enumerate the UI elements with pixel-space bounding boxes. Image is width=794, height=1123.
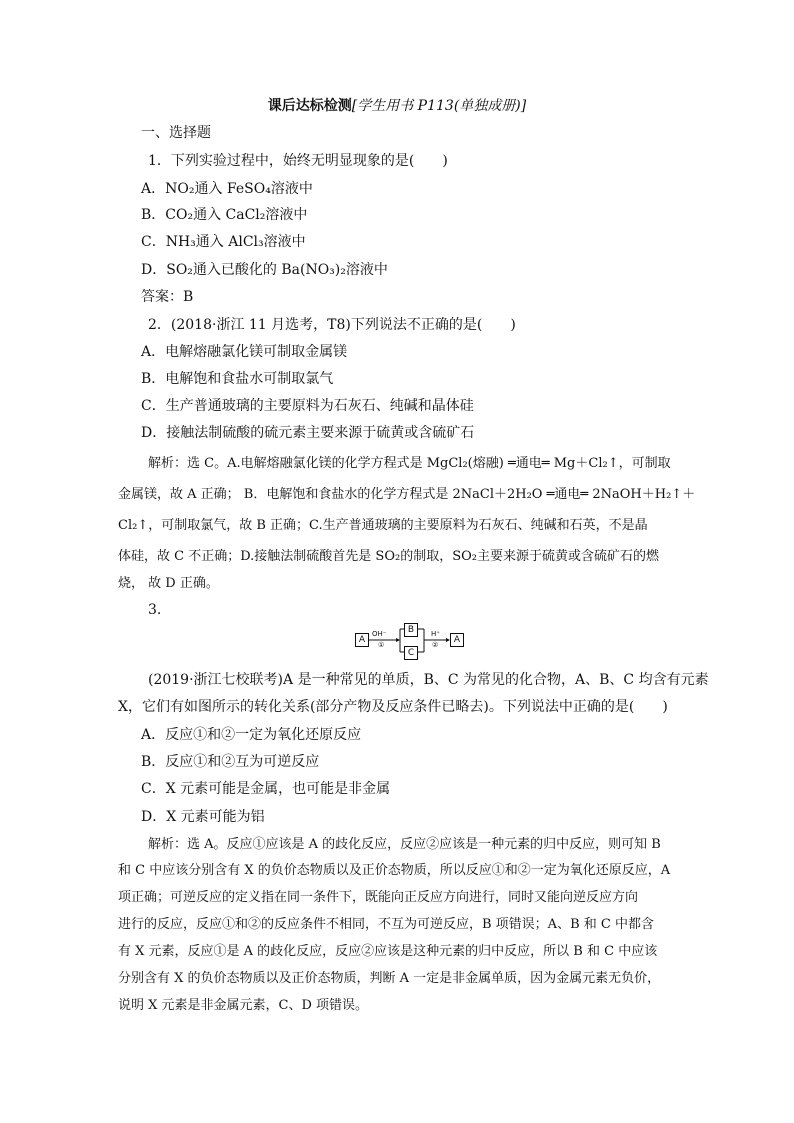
q2-option-b: B．电解饱和食盐水可制取氯气 xyxy=(141,371,334,387)
section-heading: 一、选择题 xyxy=(141,125,211,141)
diagram-label-oh: OH⁻ xyxy=(372,630,387,638)
q3-explanation-line3: 项正确；可逆反应的定义指在同一条件下，既能向正反应方向进行，同时又能向逆反应方向 xyxy=(118,890,639,905)
q2-explanation-line2: 金属镁，故 A 正确； B．电解饱和食盐水的化学方程式是 2NaCl＋2H₂O ═通电═ 2NaOH＋H₂↑＋ xyxy=(118,487,696,502)
diagram-node-a2: A xyxy=(450,633,464,647)
diagram-node-a: A xyxy=(355,633,369,647)
q2-option-a: A．电解熔融氯化镁可制取金属镁 xyxy=(141,344,348,360)
q3-option-b: B．反应①和②互为可逆反应 xyxy=(141,754,320,770)
q2-explanation-line1: 解析：选 C。A.电解熔融氯化镁的化学方程式是 MgCl₂(熔融) ═通电═ Mg＋Cl₂↑，可制取 xyxy=(148,456,671,471)
q1-stem: 1．下列实验过程中，始终无明显现象的是( ) xyxy=(148,153,448,169)
q1-option-a: A．NO₂通入 FeSO₄溶液中 xyxy=(141,181,313,197)
q2-explanation-line4: 体硅，故 C 不正确；D.接触法制硫酸首先是 SO₂的制取，SO₂主要来源于硫黄或含硫矿石的燃 xyxy=(118,549,659,564)
q1-option-b: B．CO₂通入 CaCl₂溶液中 xyxy=(141,207,308,223)
q3-explanation-line7: 说明 X 元素是非金属元素，C、D 项错误。 xyxy=(118,998,369,1013)
q3-explanation-line4: 进行的反应，反应①和②的反应条件不相同，不互为可逆反应，B 项错误；A、B 和 C 中都含 xyxy=(118,917,654,932)
q3-explanation-line2: 和 C 中应该分别含有 X 的负价态物质以及正价态物质，所以反应①和②一定为氧化还原反应，A xyxy=(118,863,671,878)
q2-option-c: C．生产普通玻璃的主要原料为石灰石、纯碱和晶体硅 xyxy=(141,398,474,414)
q3-explanation-line1: 解析：选 A。反应①应该是 A 的歧化反应，反应②应该是一种元素的归中反应，则可知 B xyxy=(148,837,661,852)
diagram-node-b: B xyxy=(404,623,418,637)
title-subtitle: [学生用书 P113(单独成册)] xyxy=(351,98,527,114)
q2-explanation-line5: 烧， 故 D 正确。 xyxy=(118,576,219,591)
q3-option-a: A．反应①和②一定为氧化还原反应 xyxy=(141,727,362,743)
q1-option-c: C．NH₃通入 AlCl₃溶液中 xyxy=(141,234,306,250)
conversion-diagram xyxy=(353,621,465,661)
q3-explanation-line6: 分别含有 X 的负价态物质以及正价态物质，判断 A 一定是非金属单质，因为金属元素无负价， xyxy=(118,971,661,986)
q3-option-c: C．X 元素可能是金属，也可能是非金属 xyxy=(141,781,391,797)
q1-answer: 答案：B xyxy=(141,289,194,305)
q3-number: 3. xyxy=(148,602,162,618)
diagram-label-r2: ② xyxy=(432,641,439,649)
diagram-label-h: H⁺ xyxy=(431,630,440,638)
q2-option-d: D．接触法制硫酸的硫元素主要来源于硫黄或含硫矿石 xyxy=(141,425,475,441)
q3-stem-line2: X，它们有如图所示的转化关系(部分产物及反应条件已略去)。下列说法中正确的是( ) xyxy=(118,699,668,715)
q2-explanation-line3: Cl₂↑，可制取氯气，故 B 正确；C.生产普通玻璃的主要原料为石灰石、纯碱和石英，不是晶 xyxy=(118,518,648,533)
q3-stem-line1: (2019·浙江七校联考)A 是一种常见的单质，B、C 为常见的化合物，A、B、C 均含有元素 xyxy=(148,672,709,688)
diagram-node-c: C xyxy=(404,646,418,660)
q2-stem: 2．(2018·浙江 11 月选考，T8)下列说法不正确的是( ) xyxy=(148,317,516,333)
title-main: 课后达标检测 xyxy=(267,98,352,114)
page-title xyxy=(0,95,794,115)
q1-option-d: D．SO₂通入已酸化的 Ba(NO₃)₂溶液中 xyxy=(141,262,388,278)
diagram-label-r1: ① xyxy=(378,641,385,649)
q3-option-d: D．X 元素可能为铝 xyxy=(141,809,265,825)
q3-explanation-line5: 有 X 元素，反应①是 A 的歧化反应，反应②应该是这种元素的归中反应，所以 B 和 C 中应该 xyxy=(118,944,658,959)
